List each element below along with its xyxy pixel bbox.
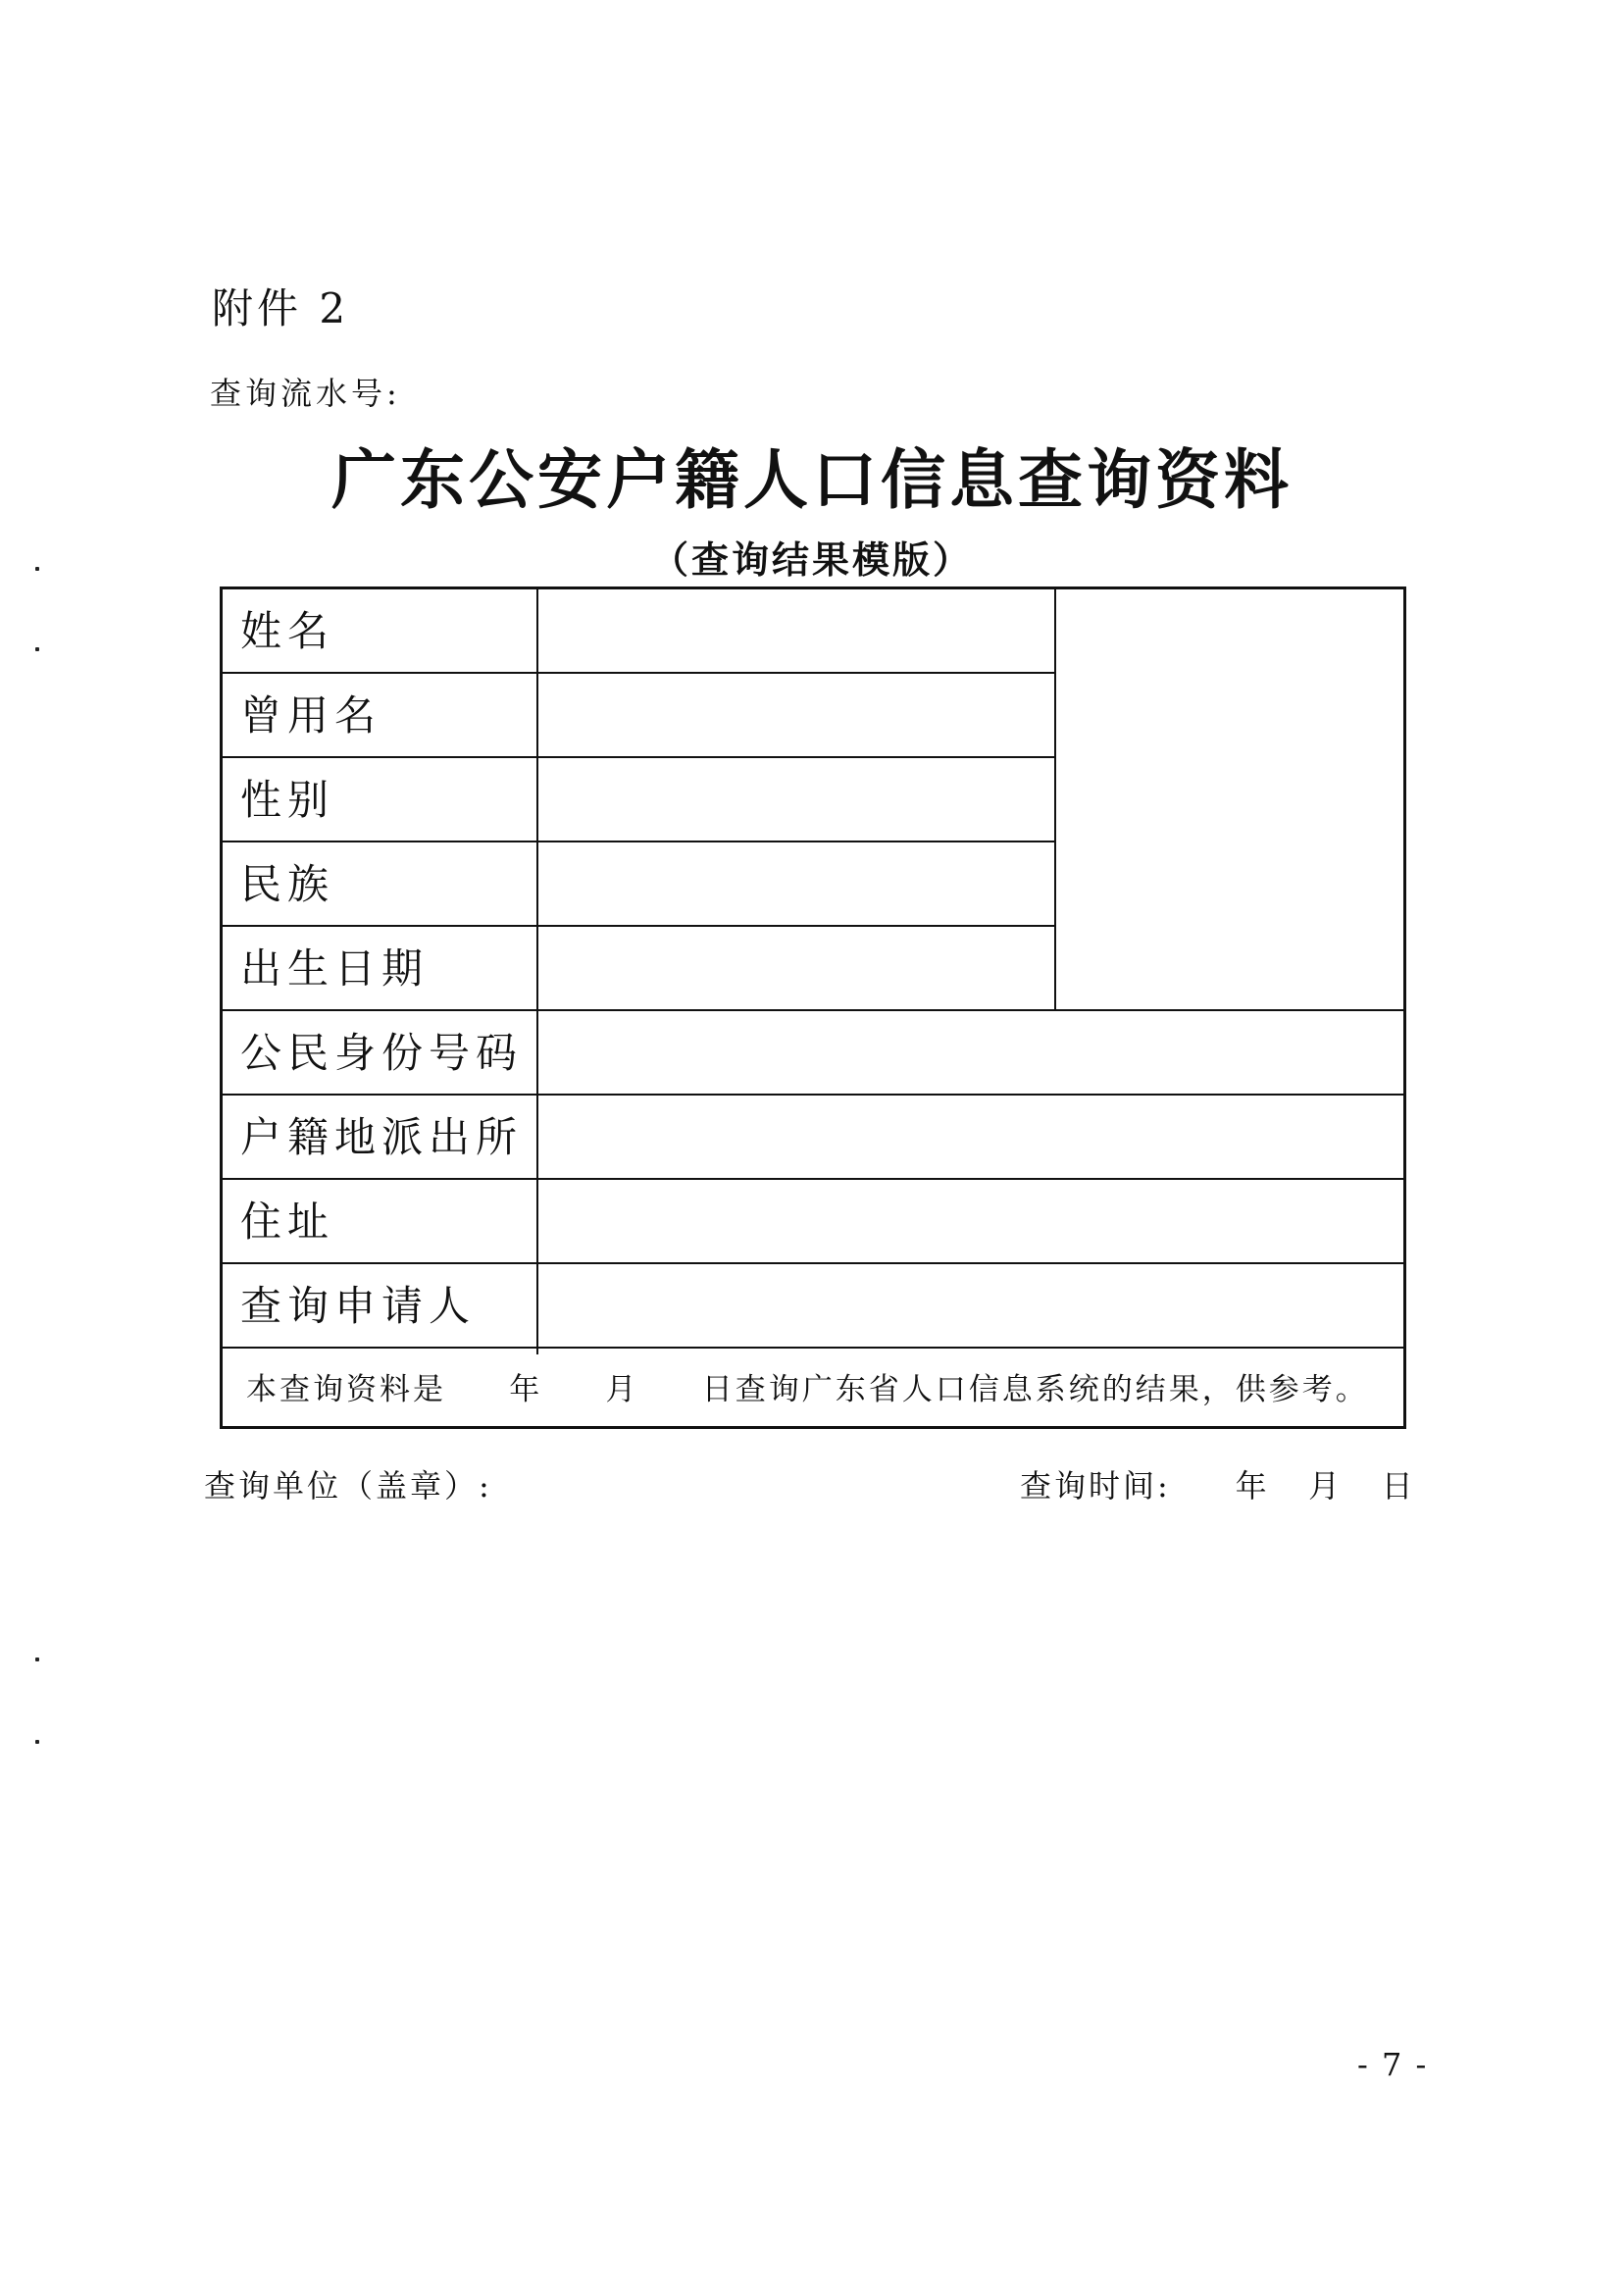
query-time-label: 查询时间: 年 月 日 bbox=[1020, 1467, 1416, 1504]
query-serial-label: 查询流水号: bbox=[210, 375, 401, 412]
document-subtitle: （查询结果模版） bbox=[650, 538, 973, 582]
query-unit-label: 查询单位（盖章）: bbox=[204, 1467, 492, 1504]
field-label-gender: 性别 bbox=[240, 776, 335, 824]
row-divider bbox=[223, 841, 1056, 842]
query-result-form bbox=[220, 586, 1406, 1429]
form-footer-note: 本查询资料是 年 月 日查询广东省人口信息系统的结果，供参考。 bbox=[246, 1372, 1369, 1407]
label-column-divider bbox=[536, 589, 538, 1354]
field-label-birth-date: 出生日期 bbox=[240, 944, 430, 993]
scan-speck bbox=[35, 647, 39, 651]
page-number: - 7 - bbox=[1357, 2046, 1429, 2083]
scan-speck bbox=[35, 1740, 39, 1744]
field-label-ethnicity: 民族 bbox=[240, 860, 335, 908]
document-title: 广东公安户籍人口信息查询资料 bbox=[331, 442, 1293, 518]
field-label-name: 姓名 bbox=[240, 607, 335, 655]
field-label-police-station: 户籍地派出所 bbox=[240, 1113, 524, 1161]
field-label-applicant: 查询申请人 bbox=[240, 1282, 477, 1330]
field-label-id-number: 公民身份号码 bbox=[240, 1029, 524, 1077]
field-label-former-name: 曾用名 bbox=[240, 691, 382, 740]
scan-speck bbox=[35, 1658, 39, 1661]
attachment-label: 附件 2 bbox=[212, 284, 350, 332]
photo-area-divider bbox=[1054, 589, 1056, 1009]
field-label-address: 住址 bbox=[240, 1198, 335, 1246]
